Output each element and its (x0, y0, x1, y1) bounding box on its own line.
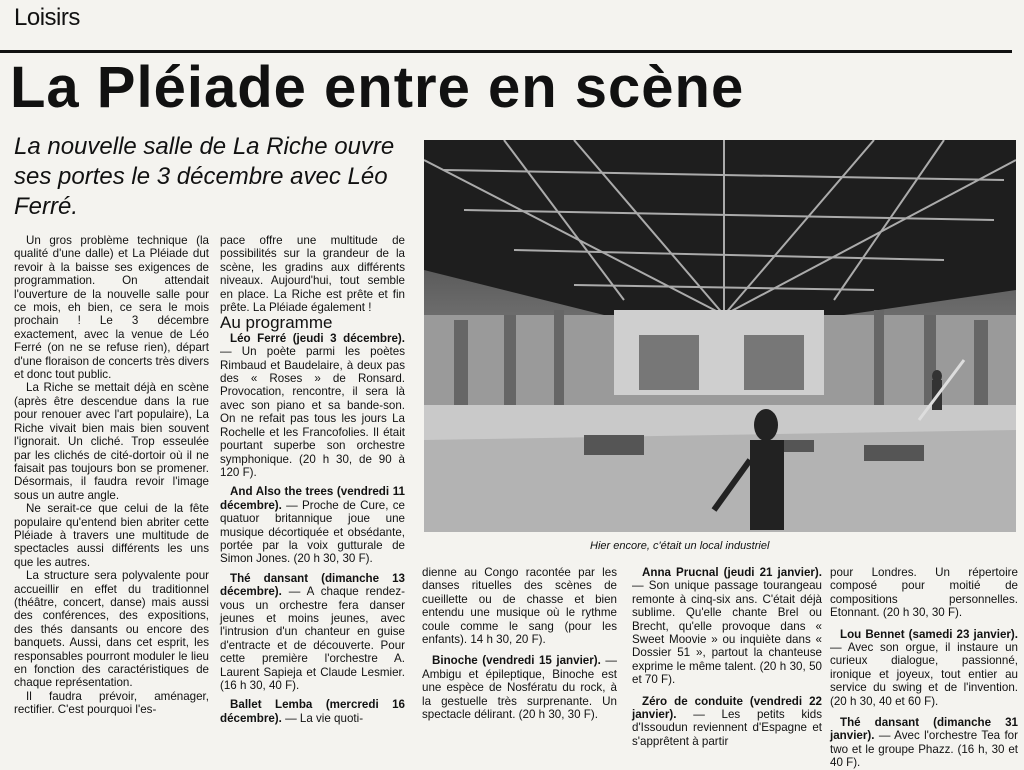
deck: La nouvelle salle de La Riche ouvre ses portes le 3 décembre avec Léo Ferré. (14, 133, 395, 220)
section-rule (0, 50, 1012, 53)
entry-name: Zéro de conduite (vendredi 22 janvier). (632, 694, 822, 722)
entry-text: — Avec l'orchestre Tea for two et le groupe Phazz. (16 h, 30 et 40 F). (830, 729, 1018, 770)
entry-text: pour Londres. Un répertoire composé pour moitié de compositions personnelles. Etonnant. (20 h 30, 30 F). (830, 566, 1018, 620)
paragraph: La Riche se mettait déjà en scène (après être descendue dans la rue pour renouer avec l'art populaire), La Riche vivait bien mais bien souvent l'ignorait. Un cliché. Trop esseulée par les clichés de cité-dortoir où il ne faisait pas toujours bon se promener. Désormais, il faudra revoir l'image sous un autre angle. (14, 381, 209, 502)
paragraph: Un gros problème technique (la qualité d'une dalle) et La Pléiade dut revoir à la baisse ses exigences de programmation. On attendait l'ouverture de la nouvelle salle pour ce mois, eh bien, ce sera le mois prochain ! Le 3 décembre exactement, avec la venue de Léo Ferré (on ne se refuse rien), départ d'une floraison de concerts très divers et donc tout public. (14, 234, 209, 382)
entry-name: And Also the trees (vendredi 11 décembre). (220, 485, 405, 512)
entry-text: — Avec son orgue, il instaure un curieux dialogue, passionné, ironique et joyeux, tout entier au service du swing et de l'invention. (20 h 30, 40 et 60 F). (830, 641, 1018, 708)
programme-entry (220, 572, 405, 693)
column-3 (422, 566, 617, 721)
headline: La Pléiade entre en scène (10, 55, 745, 120)
section-label: Loisirs (14, 4, 80, 31)
paragraph: Ne serait-ce que celui de la fête populaire qu'entend bien abriter cette Pléiade à travers une multitude de spectacles aussi différents les uns que les autres. (14, 502, 209, 569)
entry-name: Ballet Lemba (mercredi 16 décembre). (220, 698, 405, 725)
photo-illustration (424, 140, 1016, 532)
photo-hall-interior (424, 140, 1016, 532)
entry-text: — Proche de Cure, ce quatuor britannique joue une musique décortiquée et obsédante, portée par la voix gutturale de Simon Jones. (20 h 30, 30 F). (220, 498, 405, 566)
column-4 (632, 566, 822, 748)
ghosted-show-through (520, 0, 1020, 40)
programme-entry (422, 654, 617, 721)
entry-name: Thé dansant (dimanche 31 janvier). (830, 716, 1018, 743)
programme-entry (830, 716, 1018, 770)
entry-name: Anna Prucnal (jeudi 21 janvier). (642, 566, 822, 579)
entry-text: — Les petits kids d'Issoudun reviennent d'Espagne et s'apprêtent à partir (632, 708, 822, 748)
entry-name: Lou Bennet (samedi 23 janvier). (840, 627, 1018, 641)
entry-text: — La vie quoti- (281, 711, 364, 725)
entry-text: — A chaque rendez-vous un orchestre fera danser jeunes et moins jeunes, avec l'intrusion d'un chanteur en guise d'entracte et de découverte. Pour cette première l'orchestre A. Laurent Sapieja et Claude Lesmier. (16 h 30, 40 F). (220, 585, 405, 692)
entry-name: Léo Ferré (jeudi 3 décembre). (230, 331, 405, 345)
programme-entry (220, 485, 405, 565)
entry-text: dienne au Congo racontée par les danses rituelles des scènes de cueillette ou de chasse et bien entendu une musique où le rythme coule comme le sang (pour les enfants). 14 h 30, 20 F). (422, 566, 617, 647)
programme-entry (422, 566, 617, 646)
programme-heading: Au programme (220, 313, 333, 333)
programme-entry (220, 332, 405, 479)
entry-text: — Ambigu et épileptique, Binoche est une espèce de Nosfératu du rock, à la gestuelle très surprenante. Un spectacle délirant. (20 h 30, 30 F). (422, 654, 617, 722)
programme-entry (632, 566, 822, 687)
photo-caption: Hier encore, c'était un local industriel (590, 540, 770, 552)
programme-entry (830, 628, 1018, 708)
entry-name: Binoche (vendredi 15 janvier). (432, 654, 601, 668)
column-5 (830, 566, 1018, 770)
programme-entry (830, 566, 1018, 620)
paragraph: pace offre une multitude de possibilités sur la grandeur de la scène, les gradins aux différents niveaux. Aujourd'hui, tout semble en place. La Riche est prête et fin prête. La Pléiade également ! (220, 234, 405, 315)
entry-text: — Un poète parmi les poètes Rimbaud et Baudelaire, à deux pas des « Roses » de Ronsard. Provocation, rencontre, il sera là avec son piano et sa bande-son. On ne refait pas tous les jours La Rochelle et les Francofolies. Il était pourtant superbe son orchestre symphonique. (20 h 30, de 90 à 120 F). (220, 345, 405, 479)
entry-name: Thé dansant (dimanche 13 décembre). (220, 571, 405, 599)
programme-entry (632, 695, 822, 749)
paragraph: Il faudra prévoir, aménager, rectifier. C'est pourquoi l'es- (14, 689, 209, 717)
entry-text: — Son unique passage tourangeau remonte à cinq-six ans. C'était déjà sublime. Qu'elle chante Brel ou Brecht, qu'elle provoque dans « Sweet Moovie » ou inquiète dans « Dossier 51 », partout la chanteuse exprime le même talent. (20 h 30, 50 et 70 F). (632, 579, 822, 687)
paragraph: La structure sera polyvalente pour accueillir en effet du traditionnel (théâtre, concert, danse) mais aussi des conférences, des expositions, des thés dansants ou encore des banquets. Aussi, dans cet esprit, les responsables pourront moduler le lieu en fonction des caractéristiques de chaque représentation. (14, 569, 209, 690)
programme-entry (220, 698, 405, 725)
column-1 (14, 234, 209, 717)
column-2 (220, 234, 405, 725)
